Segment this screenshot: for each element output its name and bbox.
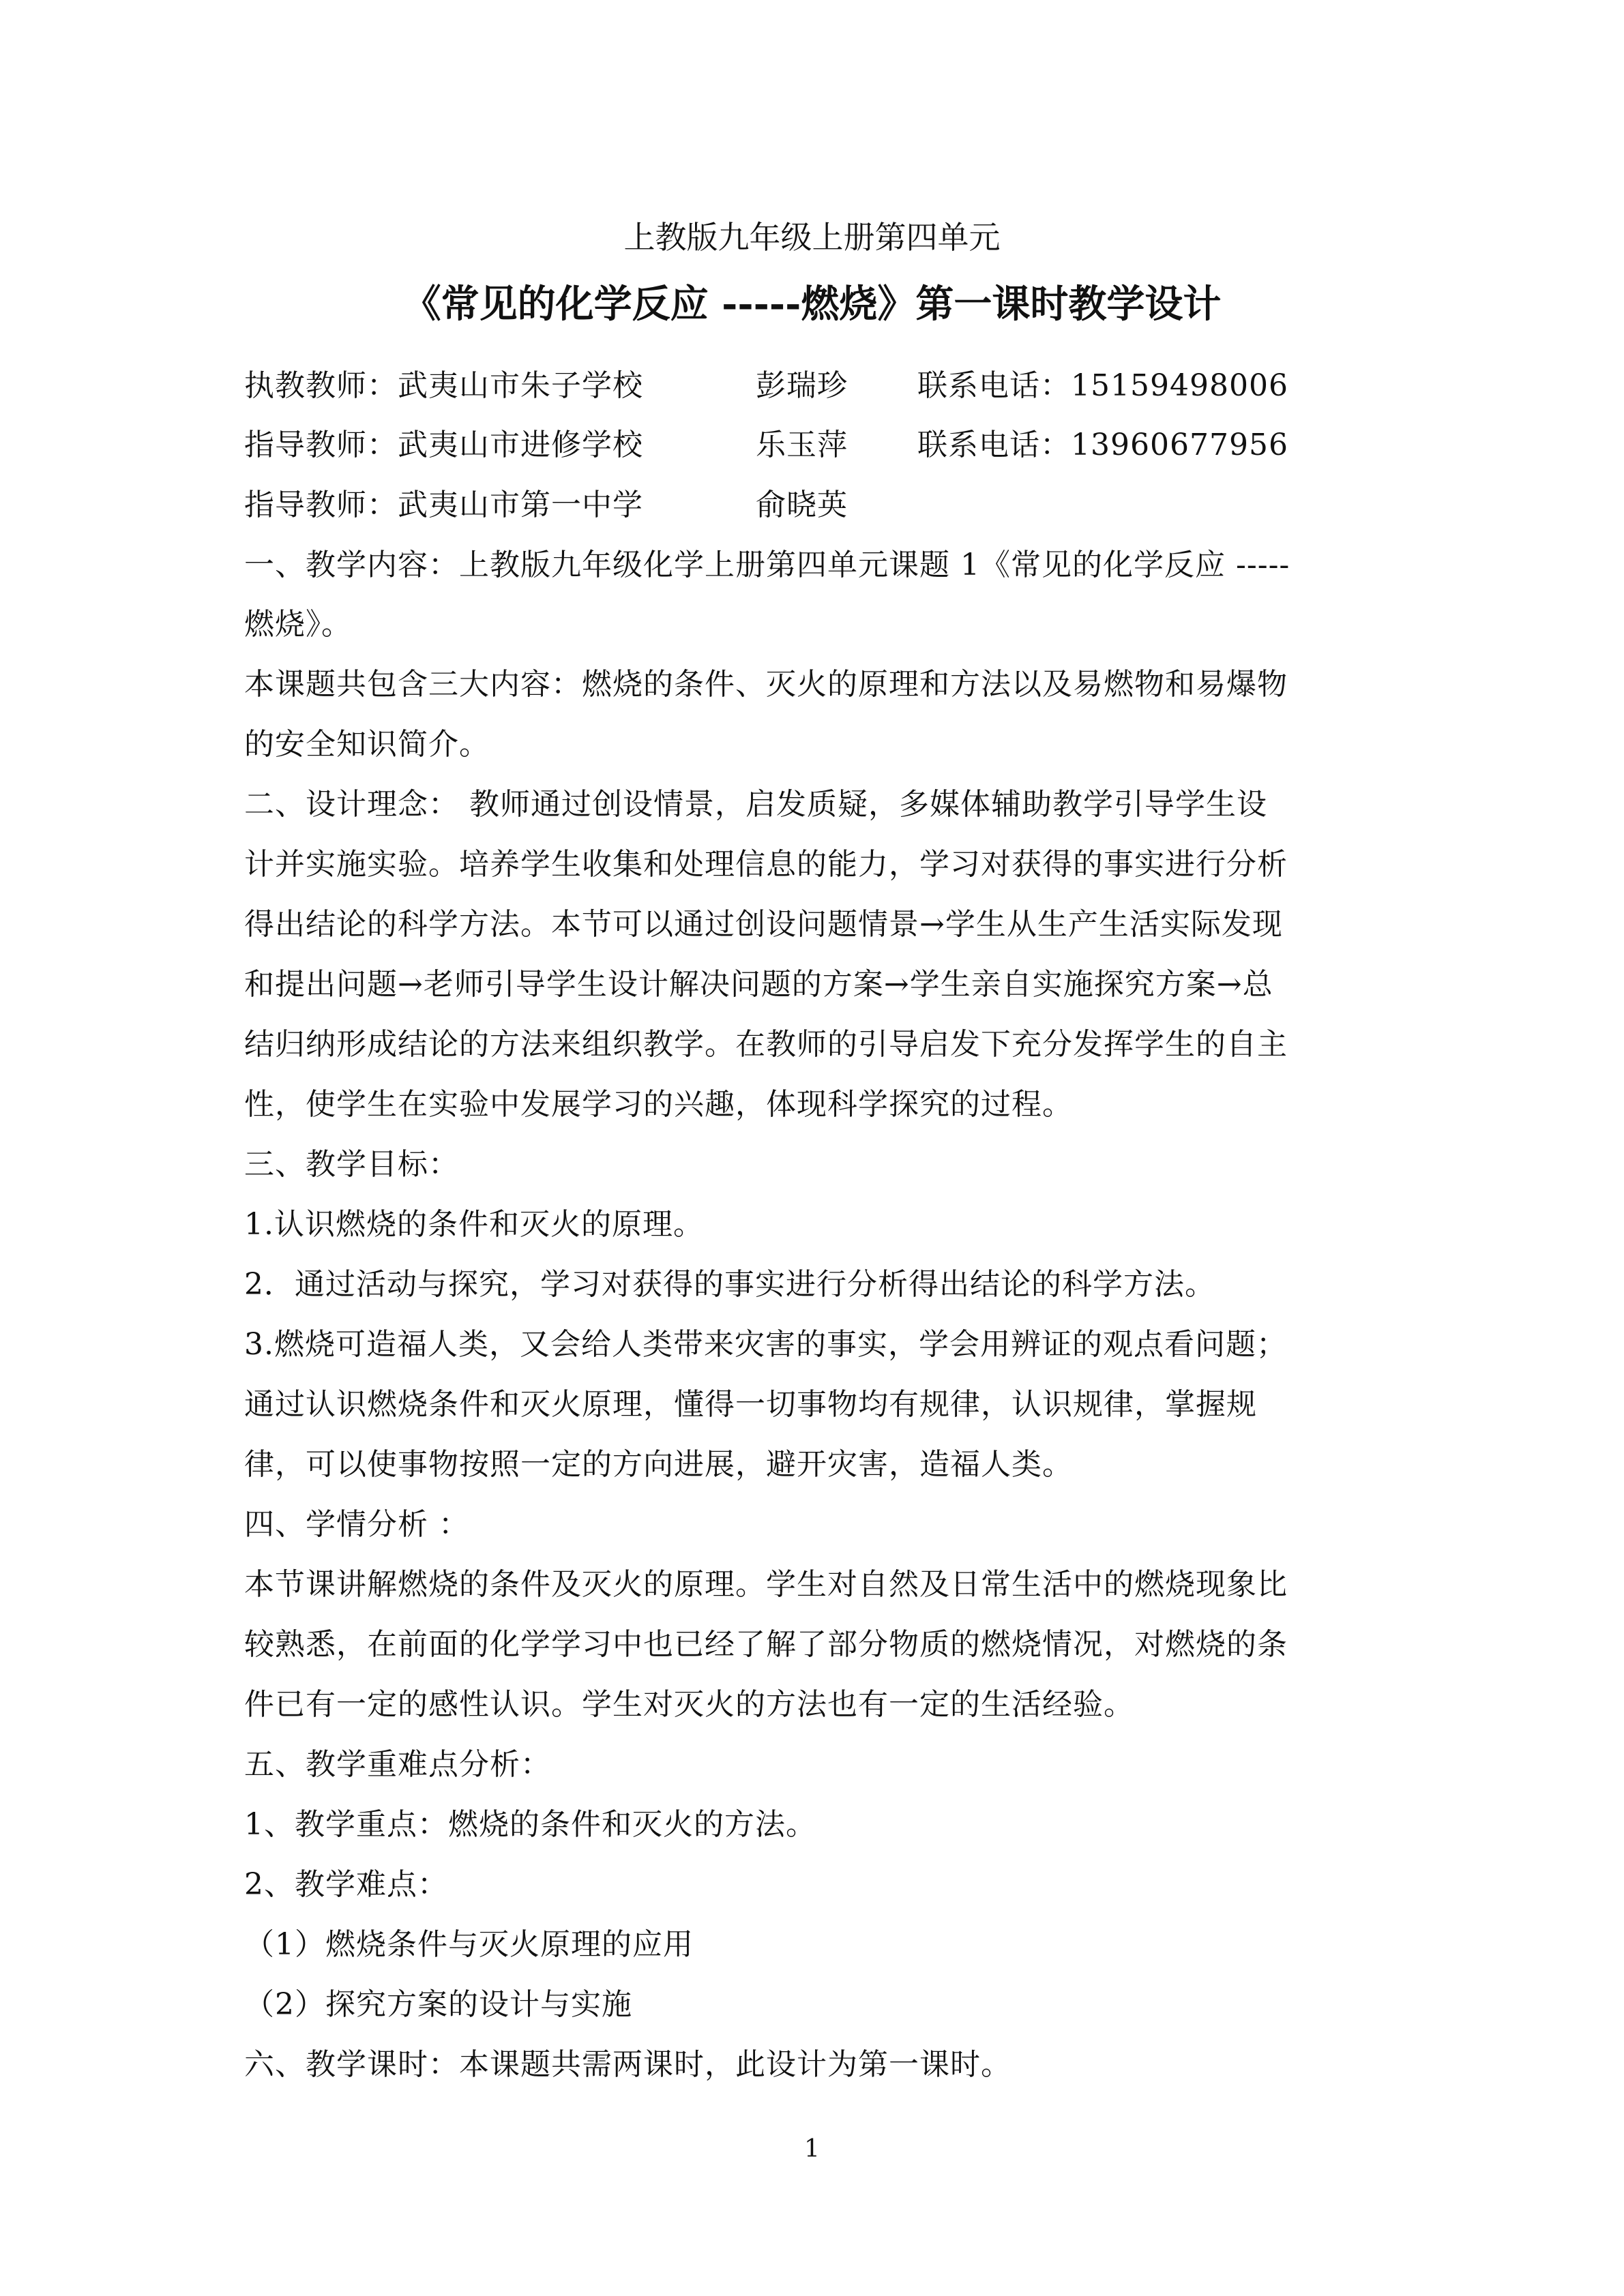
- keypoint-subitem: （2）探究方案的设计与实施: [244, 1987, 632, 2022]
- document-title: 《常见的化学反应 -----燃烧》第一课时教学设计: [402, 282, 1222, 327]
- body-line: 和提出问题→老师引导学生设计解决问题的方案→学生亲自实施探究方案→总: [244, 967, 1273, 1002]
- teacher-name: 彭瑞珍: [756, 368, 848, 403]
- body-line: 得出结论的科学方法。本节可以通过创设问题情景→学生从生产生活实际发现: [244, 907, 1283, 942]
- goal-item: 2．通过活动与探究，学习对获得的事实进行分析得出结论的科学方法。: [244, 1267, 1215, 1302]
- teacher-role: 指导教师：武夷山市第一中学: [244, 488, 643, 522]
- goal-item: 3.燃烧可造福人类，又会给人类带来灾害的事实，学会用辨证的观点看问题；: [244, 1327, 1287, 1362]
- body-line: 结归纳形成结论的方法来组织教学。在教师的引导启发下充分发挥学生的自主: [244, 1027, 1288, 1062]
- body-line: 的安全知识简介。: [244, 727, 490, 762]
- body-line: 燃烧》。: [244, 607, 352, 642]
- section-heading-periods: 六、教学课时：本课题共需两课时，此设计为第一课时。: [244, 2047, 1012, 2082]
- body-line: 件已有一定的感性认识。学生对灭火的方法也有一定的生活经验。: [244, 1687, 1134, 1722]
- section-heading-design: 二、设计理念： 教师通过创设情景，启发质疑，多媒体辅助教学引导学生设: [244, 787, 1267, 822]
- teacher-name: 俞晓英: [756, 488, 848, 522]
- keypoint-item: 1、教学重点：燃烧的条件和灭火的方法。: [244, 1807, 816, 1842]
- body-line: 计并实施实验。培养学生收集和处理信息的能力，学习对获得的事实进行分析: [244, 847, 1288, 882]
- section-heading-keypoints: 五、教学重难点分析：: [244, 1747, 551, 1782]
- body-line: 本课题共包含三大内容：燃烧的条件、灭火的原理和方法以及易燃物和易爆物: [244, 667, 1288, 702]
- teacher-phone: 联系电话：15159498006: [917, 368, 1288, 403]
- section-heading-analysis: 四、学情分析 ：: [244, 1507, 469, 1542]
- section-heading-goals: 三、教学目标：: [244, 1147, 459, 1182]
- page-number: 1: [804, 2135, 820, 2163]
- body-line: 本节课讲解燃烧的条件及灭火的原理。学生对自然及日常生活中的燃烧现象比: [244, 1567, 1288, 1602]
- body-line: 较熟悉，在前面的化学学习中也已经了解了部分物质的燃烧情况，对燃烧的条: [244, 1627, 1288, 1662]
- teacher-role: 指导教师：武夷山市进修学校: [244, 428, 643, 462]
- body-line: 性，使学生在实验中发展学习的兴趣，体现科学探究的过程。: [244, 1087, 1073, 1122]
- teacher-role: 执教教师：武夷山市朱子学校: [244, 368, 643, 403]
- document-subtitle: 上教版九年级上册第四单元: [623, 219, 1001, 256]
- keypoint-item: 2、教学难点：: [244, 1867, 448, 1902]
- goal-item: 1.认识燃烧的条件和灭火的原理。: [244, 1207, 704, 1242]
- keypoint-subitem: （1）燃烧条件与灭火原理的应用: [244, 1927, 694, 1962]
- teacher-name: 乐玉萍: [756, 428, 848, 462]
- body-line: 通过认识燃烧条件和灭火原理，懂得一切事物均有规律，认识规律，掌握规: [244, 1387, 1257, 1422]
- teacher-phone: 联系电话：13960677956: [917, 428, 1288, 462]
- body-line: 律，可以使事物按照一定的方向进展，避开灾害，造福人类。: [244, 1447, 1073, 1482]
- section-heading-content: 一、教学内容：上教版九年级化学上册第四单元课题 1《常见的化学反应 -----: [244, 548, 1290, 582]
